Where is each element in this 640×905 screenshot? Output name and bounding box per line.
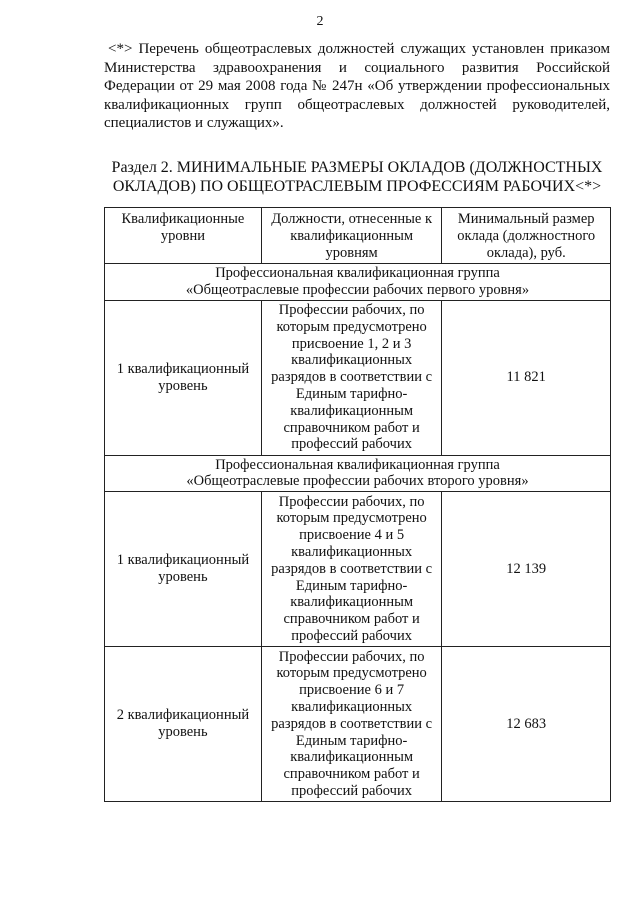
group-title <box>105 455 611 492</box>
table-row <box>105 300 611 455</box>
table-row <box>105 647 611 802</box>
group-title <box>105 264 611 301</box>
footnote-text: <*> Перечень общеотраслевых должностей служащих установлен приказом Министерства здравоохранения и социального развития Российской Федерации от 29 мая 2008 года № 247н «Об утверждении профессиональных квалификационных групп общеотраслевых должностей руководителей, специалистов и служащих». <box>104 41 610 131</box>
qualification-level-cell: 2 квалификационный уровень <box>105 647 262 802</box>
positions-cell: Профессии рабочих, по которым предусмотрено присвоение 1, 2 и 3 квалификационных разрядов в соответствии с Единым тарифно-квалификационным справочником работ и профессий рабочих <box>261 300 442 455</box>
header-positions: Должности, отнесенные к квалификационным уровням <box>261 208 442 264</box>
table-header-row <box>105 208 611 264</box>
group-title-line: «Общеотраслевые профессии рабочих второго уровня» <box>186 473 529 490</box>
section-title: Раздел 2. МИНИМАЛЬНЫЕ РАЗМЕРЫ ОКЛАДОВ (ДОЛЖНОСТНЫХ ОКЛАДОВ) ПО ОБЩЕОТРАСЛЕВЫМ ПРОФЕССИЯМ РАБОЧИХ<*> <box>111 159 603 195</box>
qualification-level-cell: 1 квалификационный уровень <box>105 300 262 455</box>
header-qualification-levels: Квалификационные уровни <box>105 208 262 264</box>
table-row <box>105 492 611 647</box>
page-number: 2 <box>316 14 324 29</box>
group-title-row <box>105 455 611 492</box>
salary-cell: 12 683 <box>442 647 611 802</box>
salary-table <box>104 207 611 802</box>
header-minimum-salary: Минимальный размер оклада (должностного оклада), руб. <box>442 208 611 264</box>
qualification-level-cell: 1 квалификационный уровень <box>105 492 262 647</box>
group-title-line: Профессиональная квалификационная группа <box>215 456 500 473</box>
group-title-line: «Общеотраслевые профессии рабочих первого уровня» <box>185 281 530 298</box>
positions-cell: Профессии рабочих, по которым предусмотрено присвоение 4 и 5 квалификационных разрядов в соответствии с Единым тарифно-квалификационным справочником работ и профессий рабочих <box>261 492 442 647</box>
group-title-row <box>105 264 611 301</box>
positions-cell: Профессии рабочих, по которым предусмотрено присвоение 6 и 7 квалификационных разрядов в соответствии с Единым тарифно-квалификационным справочником работ и профессий рабочих <box>261 647 442 802</box>
group-title-line: Профессиональная квалификационная группа <box>215 265 500 281</box>
salary-cell: 12 139 <box>442 492 611 647</box>
salary-cell: 11 821 <box>442 300 611 455</box>
